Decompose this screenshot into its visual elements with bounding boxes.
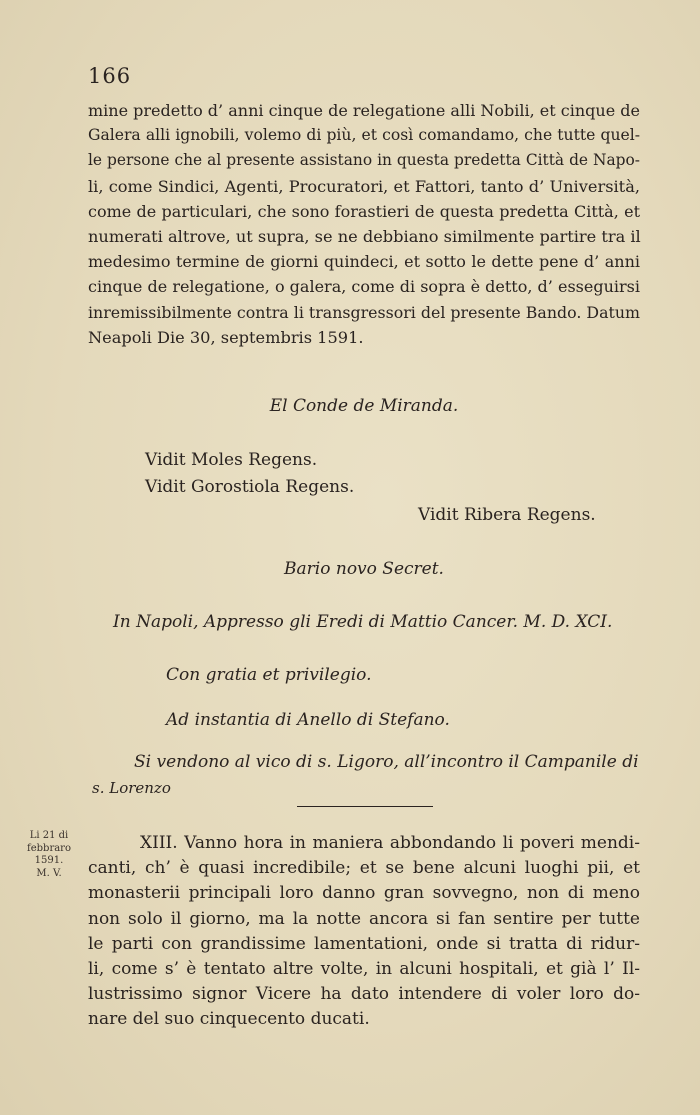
text-line: Neapoli Die 30, septembris 1591.: [88, 327, 364, 347]
vidit-moles: Vidit Moles Regens.: [145, 450, 318, 470]
text-line: li, come s’ è tentato altre volte, in alcuni hospitali, et già l’ Il-: [88, 958, 640, 979]
section-xiii-paragraph: [88, 831, 640, 1033]
text-line: inremissibilmente contra li transgressori del presente Bando. Datum: [88, 302, 640, 322]
decree-closing-paragraph: [88, 98, 640, 350]
instance-line: Ad instantia di Anello di Stefano.: [166, 710, 450, 730]
text-line: non solo il giorno, ma la notte ancora si fan sentire per tutte: [88, 908, 640, 929]
marginal-note-line: M. V.: [36, 867, 62, 879]
text-line: le persone che al presente assistano in questa predetta Città de Napo-: [88, 151, 640, 170]
marginal-note-line: Li 21 di: [29, 830, 69, 841]
text-line: medesimo termine de giorni quindeci, et sotto le dette pene d’ anni: [88, 252, 640, 272]
text-line: canti, ch’ è quasi incredibile; et se bene alcuni luoghi pii, et: [88, 858, 640, 879]
imprint-line: In Napoli, Appresso gli Eredi di Mattio Cancer. M. D. XCI.: [113, 612, 613, 632]
signature-line: El Conde de Miranda.: [269, 396, 459, 416]
sale-line: Si vendono al vico di s. Ligoro, all’incontro il Campanile di: [134, 752, 639, 772]
privilege-line: Con gratia et privilegio.: [166, 665, 372, 685]
text-line: le parti con grandissime lamentationi, onde si tratta di ridur-: [88, 933, 640, 954]
text-line: come de particulari, che sono forastieri de questa predetta Città, et: [88, 201, 640, 221]
text-line: cinque de relegatione, o galera, come di sopra è detto, d’ esseguirsi: [88, 277, 640, 297]
text-line: monasterii principali loro danno gran sovvegno, non di meno: [88, 883, 640, 904]
text-line: XIII. Vanno hora in maniera abbondando li poveri mendi-: [140, 833, 640, 853]
marginal-note-line: 1591.: [34, 855, 64, 866]
marginal-note-line: febbraro: [27, 842, 71, 854]
text-line: numerati altrove, ut supra, se ne debbiano similmente partire tra il: [88, 226, 641, 246]
marginal-note: [22, 830, 76, 880]
vidit-gorostiola: Vidit Gorostiola Regens.: [145, 477, 355, 497]
secretary-line: Bario novo Secret.: [284, 559, 444, 579]
text-line: li, come Sindici, Agenti, Procuratori, et Fattori, tanto d’ Università,: [88, 176, 640, 196]
text-line: mine predetto d’ anni cinque de relegatione alli Nobili, et cinque de: [88, 101, 640, 120]
text-line: nare del suo cinquecento ducati.: [88, 1009, 370, 1030]
text-line: Galera alli ignobili, volemo di più, et così comandamo, che tutte quel-: [88, 126, 640, 145]
vidit-ribera: Vidit Ribera Regens.: [418, 505, 596, 525]
text-line: lustrissimo signor Vicere ha dato intendere di voler loro do-: [88, 984, 640, 1005]
page-number: 166: [88, 64, 132, 88]
section-divider: [297, 806, 433, 807]
sale-line-continued: s. Lorenzo: [92, 779, 171, 797]
